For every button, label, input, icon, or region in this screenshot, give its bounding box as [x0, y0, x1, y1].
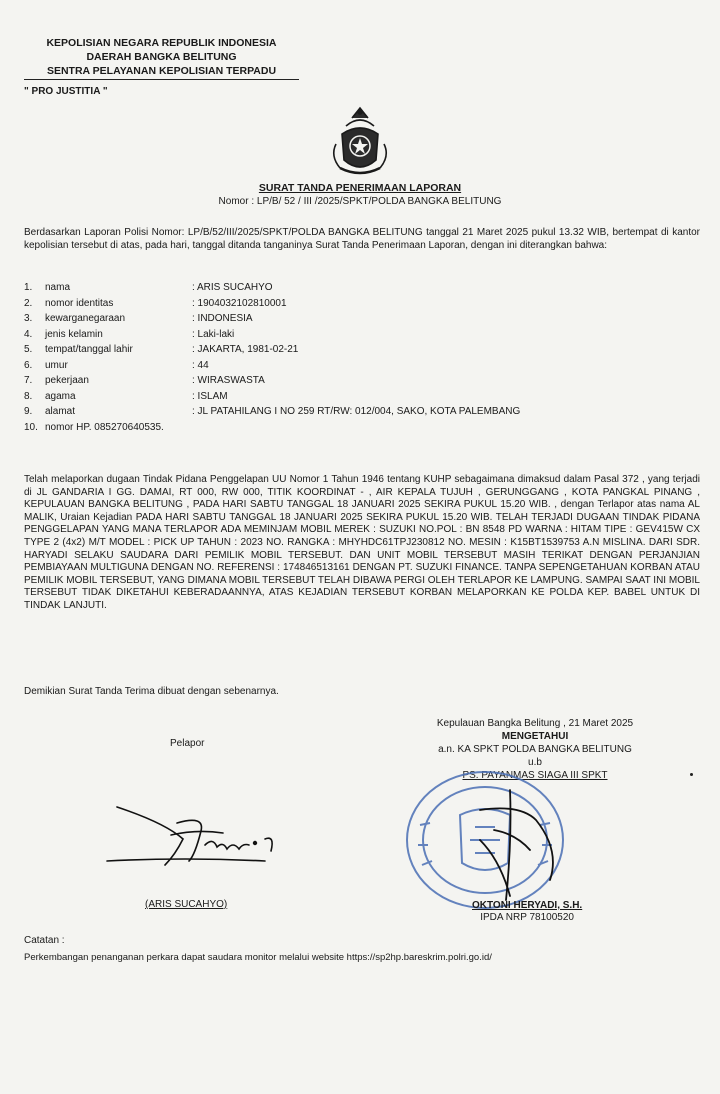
field-row — [24, 313, 704, 329]
field-value: : ARIS SUCAHYO — [192, 282, 273, 293]
field-number: 2. — [24, 297, 33, 309]
field-label: jenis kelamin — [45, 328, 103, 340]
field-number: 8. — [24, 390, 33, 402]
field-row — [24, 375, 704, 391]
field-number: 7. — [24, 375, 33, 386]
field-number: 1. — [24, 282, 33, 293]
field-value: : Laki-laki — [192, 328, 235, 340]
document-title: SURAT TANDA PENERIMAAN LAPORAN — [258, 182, 462, 194]
field-label: tempat/tanggal lahir — [45, 344, 133, 355]
field-row — [24, 298, 704, 314]
letterhead-rule — [24, 79, 299, 80]
field-label: nama — [45, 282, 71, 293]
field-row — [24, 391, 704, 407]
field-label: alamat — [45, 406, 76, 417]
mengetahui-label: MENGETAHUI — [501, 731, 569, 742]
field-row — [24, 282, 704, 298]
field-label: nomor HP. 085270640535. — [45, 421, 164, 433]
field-row — [24, 344, 704, 360]
closing-statement: Demikian Surat Tanda Terima dibuat dengan sebenarnya. — [24, 686, 279, 697]
officer-name: OKTONI HERYADI, S.H. — [472, 900, 583, 911]
field-label: kewarganegaraan — [45, 313, 126, 324]
field-label: pekerjaan — [45, 375, 89, 386]
police-emblem-icon — [322, 104, 398, 180]
field-row — [24, 360, 704, 376]
field-value: : JAKARTA, 1981-02-21 — [192, 344, 299, 355]
field-number: 3. — [24, 313, 33, 324]
officer-position: PS. PAYANMAS SIAGA III SPKT — [462, 770, 608, 781]
field-value: : 44 — [192, 359, 209, 371]
note-label: Catatan : — [24, 935, 65, 946]
field-number: 6. — [24, 359, 33, 371]
field-number: 4. — [24, 328, 33, 340]
monitoring-note: Perkembangan penanganan perkara dapat saudara monitor melalui website https://sp2hp.bareskrim.polri.go.id/ — [24, 952, 492, 963]
field-number: 9. — [24, 406, 33, 417]
field-value: : 1904032102810001 — [192, 297, 287, 309]
report-body-paragraph: Telah melaporkan dugaan Tindak Pidana Penggelapan UU Nomor 1 Tahun 1946 tentang KUHP sebagaimana dimaksud dalam Pasal 372 , yang terjadi di JL GANDARIA I GG. DAMAI, RT 000, RW 000, TITIK KOORDINAT - , AIR KEPALA TUJUH , GERUNGGANG , KOTA PANGKAL PINANG , KEPULAUAN BANGKA BELITUNG , PADA HARI SABTU TANGGAL 18 JANUARI 2025 SEKIRA PUKUL 15.20 WIB. , dengan Terlapor atas nama AL MALIK, Uraian Kejadian PADA HARI SABTU TANGGAL 18 JANUARI 2025 SEKIRA PUKUL 15.20 WIB. TELAH TERJADI DUGAAN TINDAK PIDANA PENGGELAPAN YANG MANA TERLAPOR ADA MEMINJAM MOBIL MEREK : SUZUKI NO.POL : BN 8548 PD WARNA : HITAM TIPE : GEV415W CX TYPE 2 (4x2) M/T MODEL : PICK UP TAHUN : 2023 NO. RANGKA : MHYHDC61TPJ230812 NO. MESIN : K15BT1539753 A.N MISLINA. DARI SDR. HARYADI SELAKU SAUDARA DARI PEMILIK MOBIL TERSEBUT. DAN UNIT MOBIL TERSEBUT MASIH TERIKAT DENGAN PERJANJIAN PEMBIAYAAN MULTIGUNA DENGAN NO. REFERENSI : 174846513161 DENGAN PT. SUZUKI FINANCE. TANPA SEPENGETAHUAN KORBAN ATAU PEMILIK MOBIL TERSEBUT, YANG DIMANA MOBIL TERSEBUT TELAH DIBAWA PERGI OLEH TERLAPOR KE LAMPUNG. SAMPAI SAAT INI MOBIL TERSEBUT TIDAK DIKETAHUI KEBERADAANNYA, ATAS KEJADIAN TERSEBUT KORBAN MELAPORKAN KE POLDA KEP. BABEL UNTUK DI TINDAK LANJUTI. — [24, 474, 700, 611]
reporter-name: (ARIS SUCAHYO) — [145, 899, 228, 910]
field-number: 5. — [24, 344, 33, 355]
letterhead — [24, 36, 299, 80]
place-date: Kepulauan Bangka Belitung , 21 Maret 2025 — [436, 718, 634, 729]
pro-justitia: " PRO JUSTITIA " — [24, 86, 108, 97]
field-row — [24, 329, 704, 345]
document-number: Nomor : LP/B/ 52 / III /2025/SPKT/POLDA BANGKA BELITUNG — [218, 196, 502, 207]
officer-name-block — [472, 900, 582, 924]
field-label: agama — [45, 390, 76, 402]
field-value: : WIRASWASTA — [192, 375, 265, 386]
field-row — [24, 422, 704, 438]
ub-label: u.b — [528, 757, 542, 768]
field-value: : ISLAM — [192, 390, 228, 402]
officer-signature-icon — [440, 780, 640, 920]
reporter-label: Pelapor — [170, 738, 205, 749]
intro-paragraph: Berdasarkan Laporan Polisi Nomor: LP/B/52/III/2025/SPKT/POLDA BANGKA BELITUNG tanggal 21 Maret 2025 pukul 13.32 WIB, bertempat di kantor kepolisian tersebut di atas, pada hari, tanggal ditanda tanganinya Surat Tanda Penerimaan Laporan, dengan ini diterangkan bahwa: — [24, 227, 700, 251]
officer-nrp: IPDA NRP 78100520 — [480, 912, 574, 923]
field-label: umur — [45, 359, 68, 371]
field-number: 10. — [24, 421, 38, 433]
field-label: nomor identitas — [45, 297, 114, 309]
reporter-signature-icon — [105, 795, 285, 875]
letterhead-line-3: SENTRA PELAYANAN KEPOLISIAN TERPADU — [46, 65, 277, 77]
field-value: : INDONESIA — [192, 313, 253, 324]
ink-dot — [690, 773, 693, 776]
reporter-fields — [24, 282, 704, 437]
field-value: : JL PATAHILANG I NO 259 RT/RW: 012/004, SAKO, KOTA PALEMBANG — [192, 406, 521, 417]
letterhead-line-2: DAERAH BANGKA BELITUNG — [86, 51, 237, 63]
field-row — [24, 406, 704, 422]
letterhead-line-1: KEPOLISIAN NEGARA REPUBLIK INDONESIA — [46, 37, 277, 49]
on-behalf-of: a.n. KA SPKT POLDA BANGKA BELITUNG — [438, 744, 632, 755]
